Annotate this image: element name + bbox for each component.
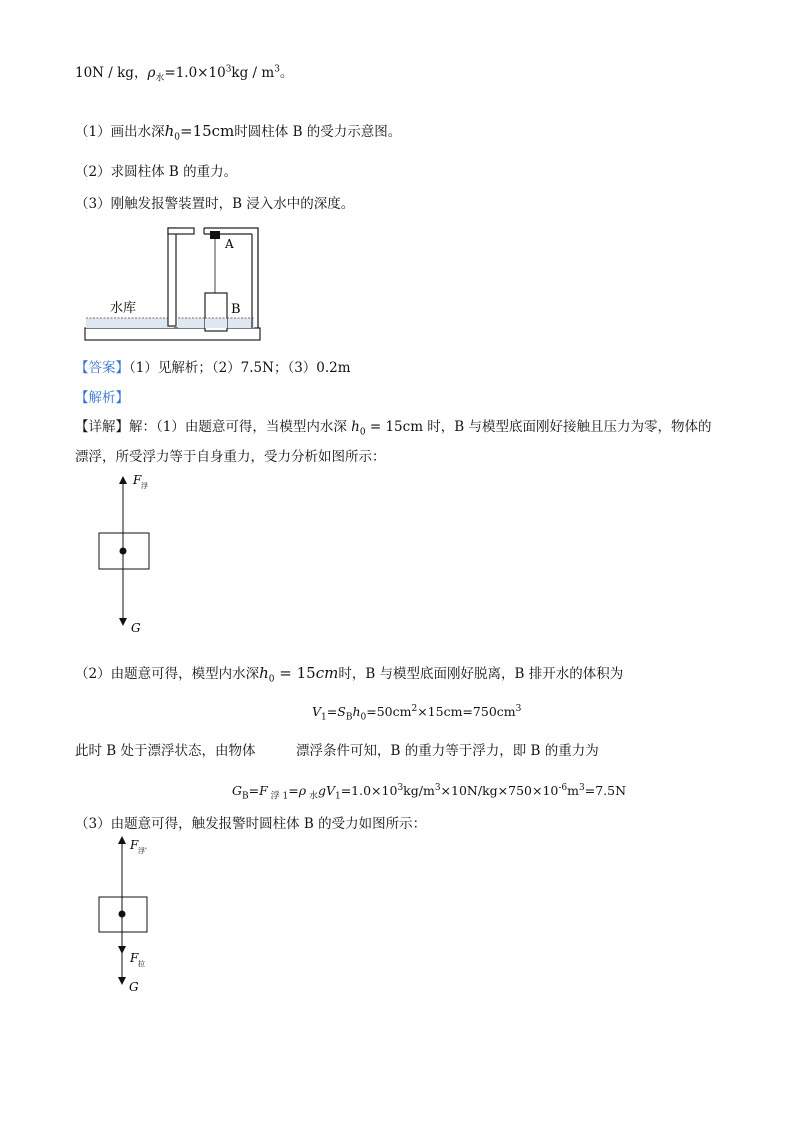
sensor-a-label: A <box>225 237 234 251</box>
tension-sub: 拉 <box>138 960 145 968</box>
force-diagram-floating <box>95 470 185 640</box>
equation-volume: $V_1=S_Bh_0=50cm^2\times 15cm=750cm^3$ <box>312 703 522 723</box>
answer-text: （1）见解析；（2）7.5N；（3）0.2m <box>129 360 351 376</box>
gravity-label: G <box>131 621 141 635</box>
reservoir-label: 水库 <box>110 301 137 316</box>
para-4: （3）由题意可得，触发报警时圆柱体 B 的受力如图所示： <box>75 816 427 832</box>
constants-line: 10N / kg，$\rho_水=1.0\times 10^3kg / m^3$。 <box>75 64 294 84</box>
question-2: （2）求圆柱体 B 的重力。 <box>75 164 238 180</box>
buoyancy-sub-alarm: 浮' <box>138 847 147 855</box>
para-2: （2）由题意可得，模型内水深$h_0 = 15cm$时，B 与模型底面刚好脱离，B 排开水的体积为 <box>75 664 624 685</box>
buoyancy-label: F <box>133 473 142 487</box>
detail-line-1: 【详解】解：（1）由题意可得，当模型内水深 $h_0 = 15cm$ 时，B 与模型底面刚好接触且压力为零，物体的 <box>75 419 712 438</box>
question-3: （3）刚触发报警装置时，B 浸入水中的深度。 <box>75 196 355 212</box>
answer-tag: 【答案】 <box>75 360 129 376</box>
reservoir-diagram <box>80 220 270 345</box>
cylinder-b-label: B <box>231 302 241 317</box>
detail-line-2: 漂浮，所受浮力等于自身重力，受力分析如图所示： <box>75 449 386 465</box>
analysis-tag: 【解析】 <box>75 390 129 406</box>
question-1: （1）画出水深$h_0=15cm$时圆柱体 B 的受力示意图。 <box>75 122 402 143</box>
para-3: 此时 B 处于漂浮状态，由物体 漂浮条件可知，B 的重力等于浮力，即 B 的重力为 <box>75 743 599 759</box>
gravity-label-alarm: G <box>129 980 139 994</box>
equation-gravity: $G_B=F$ $_{浮 1}$=ρ $_水gV_1=1.0\times 10^3kg/m^3\times 10N/kg\times 750\times 10^{-6}m^3=7.5N$ <box>232 782 627 802</box>
answer-line <box>75 359 351 377</box>
buoyancy-sub: 浮 <box>141 482 148 490</box>
tension-label: F <box>130 951 139 965</box>
buoyancy-label-alarm: F <box>130 838 139 852</box>
force-diagram-alarm <box>95 835 185 1000</box>
